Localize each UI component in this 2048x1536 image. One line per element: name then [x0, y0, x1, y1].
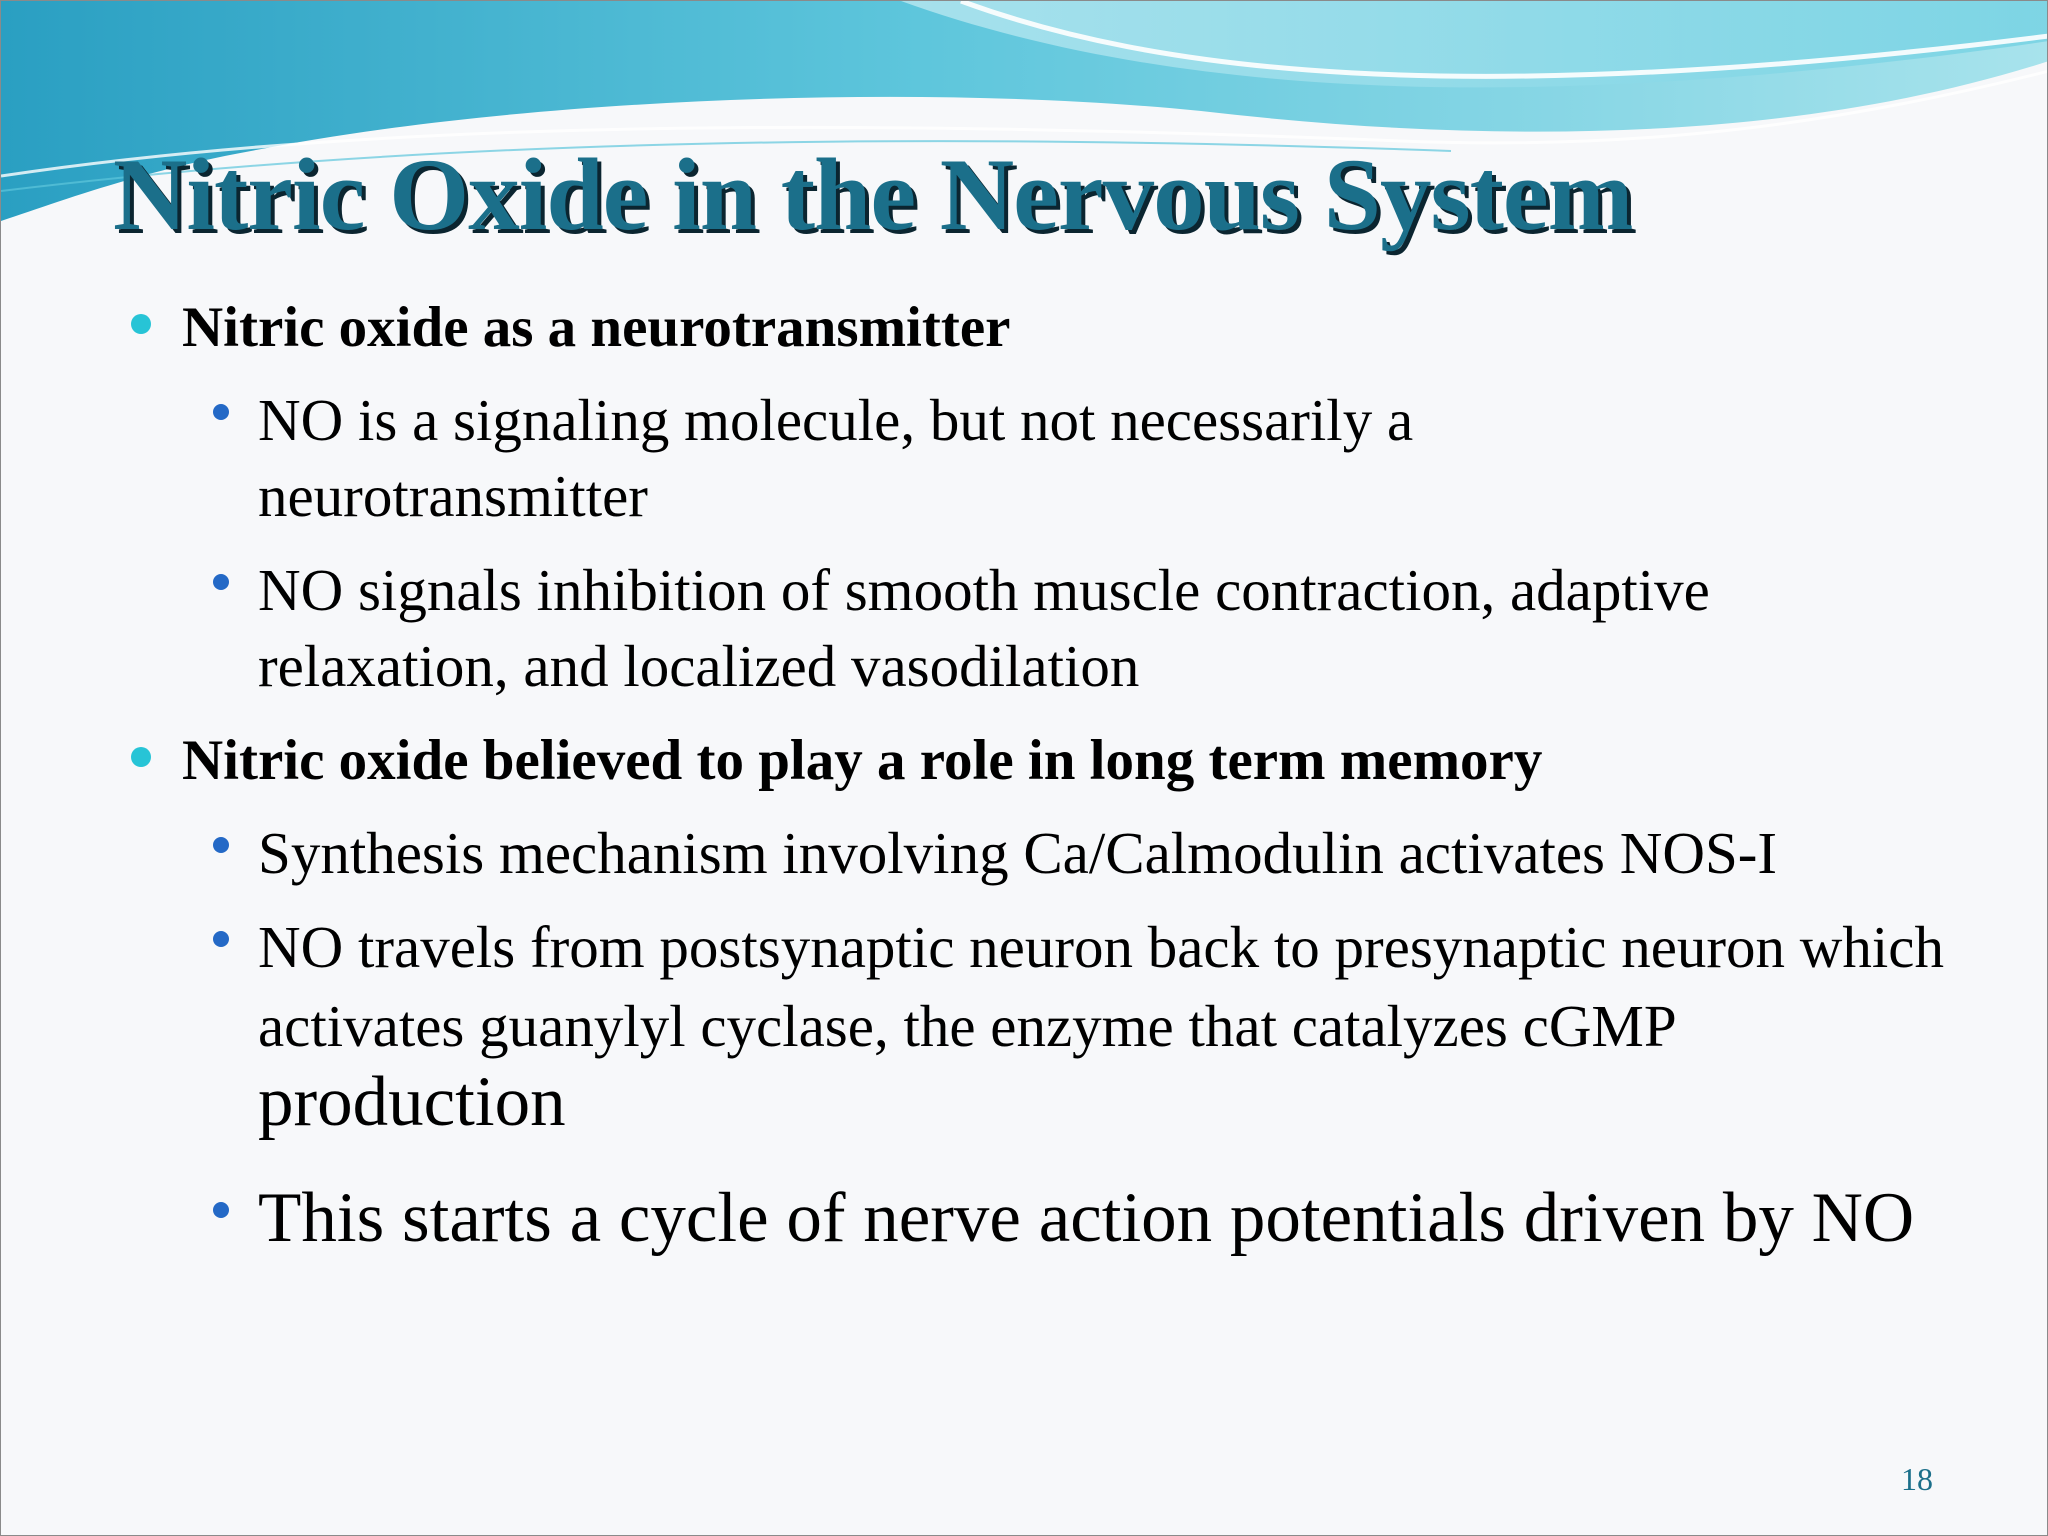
bullet-dot-icon	[213, 404, 229, 420]
bullet-text: NO is a signaling molecule, but not necessarily a neurotransmitter	[258, 387, 1414, 529]
bullet-text: This starts a cycle of nerve action potentials driven by NO	[258, 1179, 1915, 1257]
bullet-text-main: NO travels from postsynaptic neuron back to presynaptic neuron which activates guanylyl cyclase, the enzyme that catalyzes cGMP	[258, 914, 1944, 1059]
bullet-dot-icon	[131, 314, 151, 334]
bullet-dot-icon	[213, 837, 229, 853]
bullet-text: Synthesis mechanism involving Ca/Calmodulin activates NOS-I	[258, 820, 1778, 886]
page-number: 18	[1901, 1461, 1933, 1497]
bullet-dot-icon	[213, 1202, 229, 1218]
bullet-dot-icon	[131, 747, 151, 767]
bullet-text-tail: production	[258, 1063, 566, 1141]
bullet-dot-icon	[213, 931, 229, 947]
bullet-dot-icon	[213, 574, 229, 590]
bullet-list	[1, 1, 2048, 1536]
slide-title: Nitric Oxide in the Nervous System	[113, 138, 1633, 252]
bullet-text: Nitric oxide as a neurotransmitter	[182, 296, 1011, 359]
bullet-text: Nitric oxide believed to play a role in long term memory	[182, 729, 1543, 792]
bullet-text	[258, 909, 1948, 1143]
bullet-text: NO signals inhibition of smooth muscle contraction, adaptive relaxation, and localized vasodilation	[258, 557, 1710, 699]
